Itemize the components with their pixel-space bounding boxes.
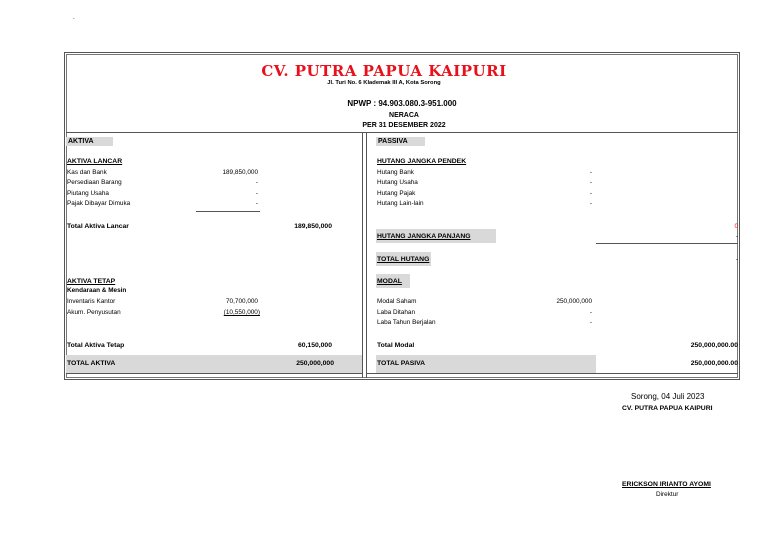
equity-row-label: Laba Tahun Berjalan bbox=[377, 319, 436, 326]
asset-row-value: 189,850,000 bbox=[222, 169, 258, 176]
total-aktiva-lancar-value: 189,850,000 bbox=[294, 223, 332, 230]
liability-row-label: Hutang Lain-lain bbox=[377, 200, 424, 207]
fixed-asset-value: 70,700,000 bbox=[226, 298, 258, 305]
asset-row-value: - bbox=[255, 179, 258, 186]
equity-row-label: Laba Ditahan bbox=[377, 309, 416, 316]
report-title: NERACA bbox=[389, 112, 419, 119]
liability-row-value: - bbox=[589, 190, 592, 197]
fixed-asset-label: Akum. Penyusutan bbox=[67, 309, 121, 316]
total-aktiva-tetap-label: Total Aktiva Tetap bbox=[67, 342, 125, 349]
hutang-jangka-panjang-title: HUTANG JANGKA PANJANG bbox=[377, 233, 471, 240]
fixed-asset-label: Inventaris Kantor bbox=[67, 298, 116, 305]
total-hutang-label: TOTAL HUTANG bbox=[377, 256, 430, 263]
total-pasiva-value: 250,000,000.00 bbox=[690, 360, 738, 367]
total-pasiva-label: TOTAL PASIVA bbox=[377, 360, 426, 367]
signatory-name: ERICKSON IRIANTO AYOMI bbox=[622, 481, 711, 488]
total-aktiva-lancar-label: Total Aktiva Lancar bbox=[67, 223, 129, 230]
total-aktiva-tetap-value: 60,150,000 bbox=[297, 342, 332, 349]
header-divider bbox=[66, 132, 738, 133]
column-divider bbox=[362, 132, 363, 378]
equity-row-label: Modal Saham bbox=[377, 298, 417, 305]
liability-row-label: Hutang Bank bbox=[377, 169, 414, 176]
total-modal-label: Total Modal bbox=[377, 342, 415, 349]
long-term-underline bbox=[596, 243, 738, 244]
equity-row-value: 250,000,000 bbox=[556, 298, 592, 305]
corner-mark: . bbox=[73, 14, 75, 21]
liability-row-value: - bbox=[589, 200, 592, 207]
aktiva-tetap-subtitle: Kendaraan & Mesin bbox=[67, 287, 127, 294]
liability-row-value: - bbox=[589, 179, 592, 186]
company-address: Jl. Turi No. 6 Klademak III A, Kota Sorong bbox=[327, 80, 441, 86]
total-modal-value: 250,000,000.00 bbox=[690, 342, 738, 349]
asset-row-label: Kas dan Bank bbox=[67, 169, 107, 176]
company-name: CV. PUTRA PAPUA KAIPURI bbox=[261, 62, 507, 80]
asset-row-value: - bbox=[255, 190, 258, 197]
liability-row-value: - bbox=[589, 169, 592, 176]
aktiva-tetap-title: AKTIVA TETAP bbox=[67, 278, 116, 285]
asset-row-value: - bbox=[255, 200, 258, 207]
asset-row-label: Persediaan Barang bbox=[67, 179, 122, 186]
subtotal-line bbox=[196, 211, 260, 212]
npwp: NPWP : 94.903.080.3-951.000 bbox=[347, 99, 457, 108]
total-pasiva-underline bbox=[366, 373, 738, 374]
aktiva-header: AKTIVA bbox=[66, 137, 113, 146]
asset-row-label: Pajak Dibayar Dimuka bbox=[67, 200, 131, 207]
report-period: PER 31 DESEMBER 2022 bbox=[362, 122, 446, 129]
column-divider-2 bbox=[366, 132, 367, 378]
passiva-header: PASSIVA bbox=[376, 137, 425, 146]
liability-row-label: Hutang Usaha bbox=[377, 179, 418, 186]
long-term-value: - bbox=[735, 233, 738, 240]
equity-row-value: - bbox=[589, 309, 592, 316]
signature-place-date: Sorong, 04 Juli 2023 bbox=[631, 392, 705, 401]
total-aktiva-value: 250,000,000 bbox=[296, 360, 334, 367]
aktiva-lancar-title: AKTIVA LANCAR bbox=[67, 158, 123, 165]
asset-row-label: Piutang Usaha bbox=[67, 190, 109, 197]
total-hutang-value: - bbox=[735, 256, 738, 263]
short-term-total: 0 bbox=[734, 223, 738, 230]
signature-company: CV. PUTRA PAPUA KAIPURI bbox=[622, 405, 713, 412]
hutang-jangka-pendek-title: HUTANG JANGKA PENDEK bbox=[377, 158, 467, 165]
signatory-position: Direktur bbox=[656, 491, 679, 498]
equity-row-value: - bbox=[589, 319, 592, 326]
liability-row-label: Hutang Pajak bbox=[377, 190, 416, 197]
fixed-asset-value: (10,550,000) bbox=[223, 309, 260, 316]
modal-title: MODAL bbox=[377, 278, 402, 285]
total-aktiva-underline bbox=[66, 373, 362, 374]
total-aktiva-label: TOTAL AKTIVA bbox=[67, 360, 116, 367]
